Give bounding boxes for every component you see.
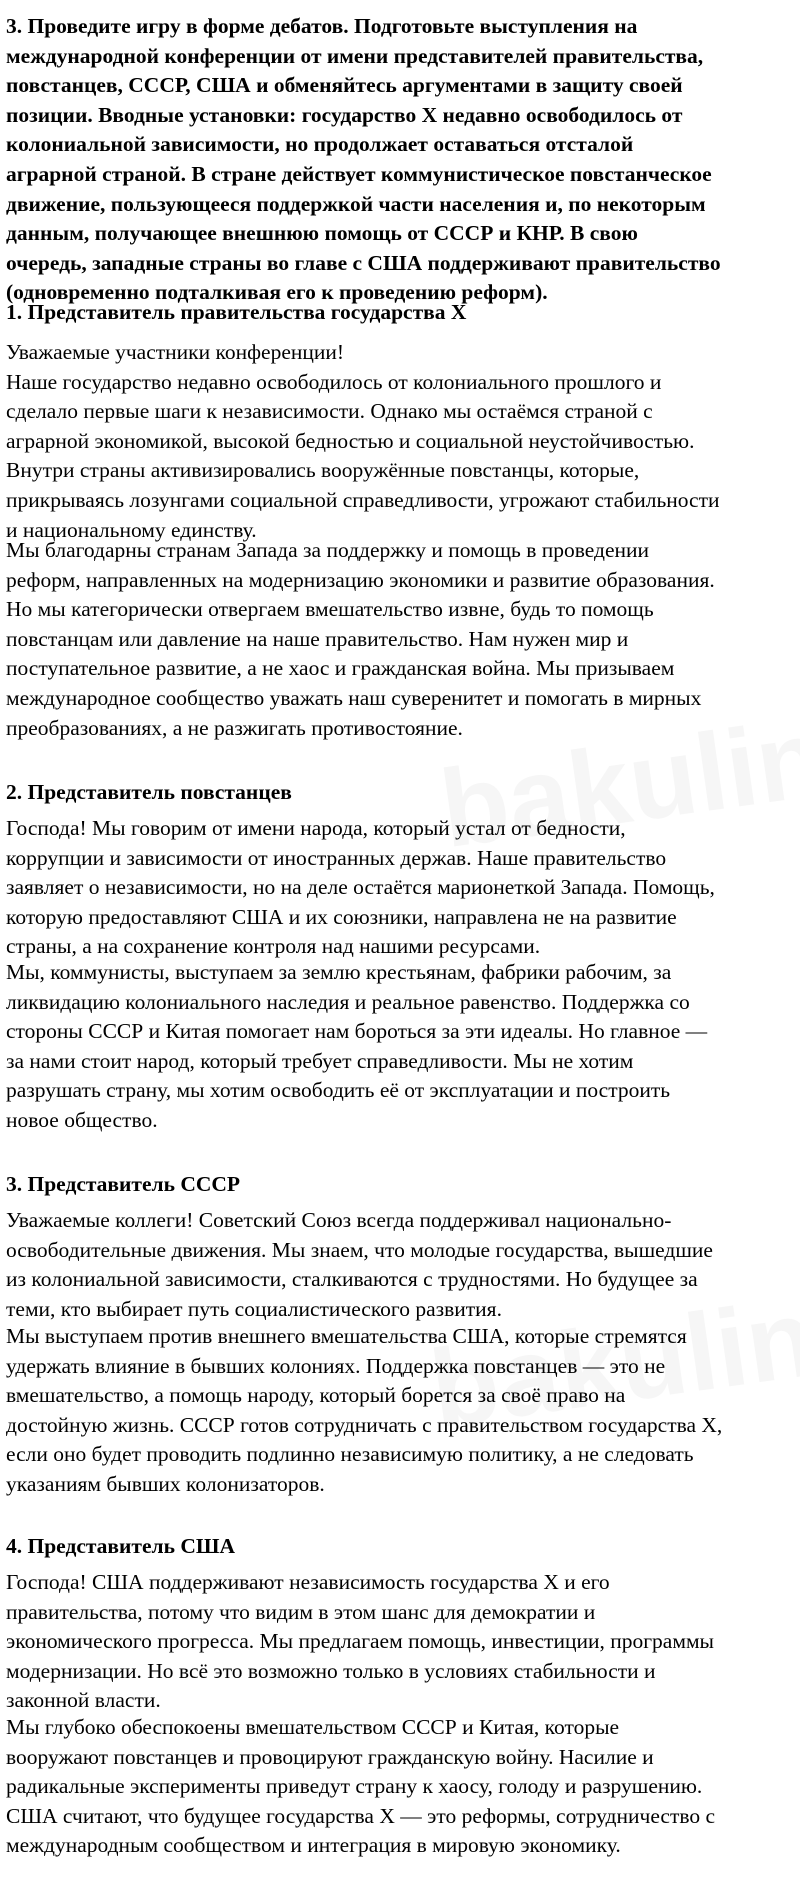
- paragraph-line: международным сообществом и интеграция в мировую экономику.: [6, 1833, 621, 1858]
- paragraph-line: Внутри страны активизировались вооружённые повстанцы, которые,: [6, 458, 640, 483]
- paragraph-line: стороны СССР и Китая помогает нам бороться за эти идеалы. Но главное —: [6, 1019, 708, 1044]
- paragraph-line: Мы глубоко обеспокоены вмешательством СССР и Китая, которые: [6, 1715, 620, 1739]
- task-line: 3. Проведите игру в форме дебатов. Подготовьте выступления на: [6, 14, 638, 38]
- paragraph: [6, 1206, 713, 1324]
- task-line: международной конференции от имени представителей правительства,: [6, 43, 704, 68]
- paragraph-line: международное сообщество уважать наш суверенитет и помогать в мирных: [6, 685, 702, 710]
- paragraph-line: модернизации. Но всё это возможно только в условиях стабильности и: [6, 1658, 656, 1683]
- paragraph-line: теми, кто выбирает путь социалистического развития.: [6, 1296, 502, 1321]
- paragraph-line: Господа! Мы говорим от имени народа, который устал от бедности,: [6, 816, 626, 840]
- task-line: данным, получающее внешнюю помощь от СССР и КНР. В свою: [6, 221, 638, 246]
- section-title-rebels: 2. Представитель повстанцев: [6, 780, 292, 804]
- paragraph-line: реформ, направленных на модернизацию экономики и развитие образования.: [6, 567, 715, 592]
- task-line: повстанцев, СССР, США и обменяйтесь аргументами в защиту своей: [6, 73, 683, 98]
- section-title-ussr: 3. Представитель СССР: [6, 1172, 241, 1196]
- paragraph-line: заявляет о независимости, но на деле остаётся марионеткой Запада. Помощь,: [6, 875, 715, 900]
- paragraph-line: если оно будет проводить подлинно независимую политику, а не следовать: [6, 1442, 694, 1467]
- paragraph-line: достойную жизнь. СССР готов сотрудничать с правительством государства X,: [6, 1412, 723, 1437]
- task-statement: [6, 12, 796, 308]
- task-line: позиции. Вводные установки: государство X недавно освободилось от: [6, 102, 683, 127]
- paragraph: [6, 536, 715, 743]
- paragraph-line: Но мы категорически отвергаем вмешательство извне, будь то помощь: [6, 597, 654, 622]
- paragraph-line: новое общество.: [6, 1107, 158, 1132]
- paragraph-line: Уважаемые коллеги! Советский Союз всегда поддерживал национально-: [6, 1208, 672, 1232]
- paragraph-line: вмешательство, а помощь народу, который борется за своё право на: [6, 1383, 626, 1408]
- paragraph: [6, 1322, 722, 1500]
- paragraph-line: сделало первые шаги к независимости. Однако мы остаёмся страной с: [6, 399, 653, 424]
- paragraph-line: вооружают повстанцев и провоцируют гражданскую войну. Насилие и: [6, 1744, 654, 1769]
- paragraph-line: повстанцам или давление на наше правительство. Нам нужен мир и: [6, 626, 629, 651]
- paragraph-line: из колониальной зависимости, сталкиваются с трудностями. Но будущее за: [6, 1267, 698, 1292]
- paragraph-line: коррупции и зависимости от иностранных держав. Наше правительство: [6, 845, 667, 870]
- paragraph: [6, 1713, 715, 1861]
- paragraph-line: Мы выступаем против внешнего вмешательства США, которые стремятся: [6, 1324, 687, 1348]
- paragraph-line: ликвидацию колониального наследия и реальное равенство. Поддержка со: [6, 989, 690, 1014]
- paragraph-line: радикальные эксперименты приведут страну к хаосу, голоду и разрушению.: [6, 1774, 703, 1799]
- paragraph: [6, 814, 715, 962]
- paragraph-line: освободительные движения. Мы знаем, что молодые государства, вышедшие: [6, 1237, 713, 1262]
- task-line: движение, пользующееся поддержкой части населения и, по некоторым: [6, 191, 706, 216]
- paragraph-line: и национальному единству.: [6, 517, 257, 542]
- paragraph-line: Мы, коммунисты, выступаем за землю крестьянам, фабрики рабочим, за: [6, 960, 672, 984]
- paragraph-line: которую предоставляют США и их союзники, направлена не на развитие: [6, 904, 677, 929]
- paragraph: [6, 338, 719, 545]
- paragraph: [6, 958, 707, 1136]
- task-line: (одновременно подталкивая его к проведению реформ).: [6, 280, 548, 305]
- paragraph-line: указаниям бывших колонизаторов.: [6, 1471, 325, 1496]
- paragraph-line: Наше государство недавно освободилось от колониального прошлого и: [6, 369, 662, 394]
- section-title-usa: 4. Представитель США: [6, 1534, 236, 1558]
- paragraph: [6, 1568, 714, 1716]
- paragraph-line: страны, а на сохранение контроля над нашими ресурсами.: [6, 934, 541, 959]
- paragraph-line: Уважаемые участники конференции!: [6, 340, 345, 364]
- paragraph-line: аграрной экономикой, высокой бедностью и социальной неустойчивостью.: [6, 428, 695, 453]
- task-line: колониальной зависимости, но продолжает оставаться отсталой: [6, 132, 634, 157]
- paragraph-line: удержать влияние в бывших колониях. Поддержка повстанцев — это не: [6, 1353, 666, 1378]
- paragraph-line: за нами стоит народ, который требует справедливости. Мы не хотим: [6, 1048, 634, 1073]
- paragraph-line: разрушать страну, мы хотим освободить её от эксплуатации и построить: [6, 1078, 671, 1103]
- task-line: очередь, западные страны во главе с США поддерживают правительство: [6, 250, 721, 275]
- paragraph-line: Мы благодарны странам Запада за поддержку и помощь в проведении: [6, 538, 650, 562]
- task-line: аграрной страной. В стране действует коммунистическое повстанческое: [6, 161, 712, 186]
- section-title-government: 1. Представитель правительства государства X: [6, 300, 467, 324]
- paragraph-line: законной власти.: [6, 1688, 161, 1713]
- paragraph-line: экономического прогресса. Мы предлагаем помощь, инвестиции, программы: [6, 1629, 714, 1654]
- paragraph-line: правительства, потому что видим в этом шанс для демократии и: [6, 1599, 596, 1624]
- paragraph-line: прикрываясь лозунгами социальной справедливости, угрожают стабильности: [6, 487, 720, 512]
- paragraph-line: Господа! США поддерживают независимость государства X и его: [6, 1570, 610, 1594]
- paragraph-line: поступательное развитие, а не хаос и гражданская война. Мы призываем: [6, 656, 675, 681]
- paragraph-line: преобразованиях, а не разжигать противостояние.: [6, 715, 463, 740]
- paragraph-line: США считают, что будущее государства X — это реформы, сотрудничество с: [6, 1803, 716, 1828]
